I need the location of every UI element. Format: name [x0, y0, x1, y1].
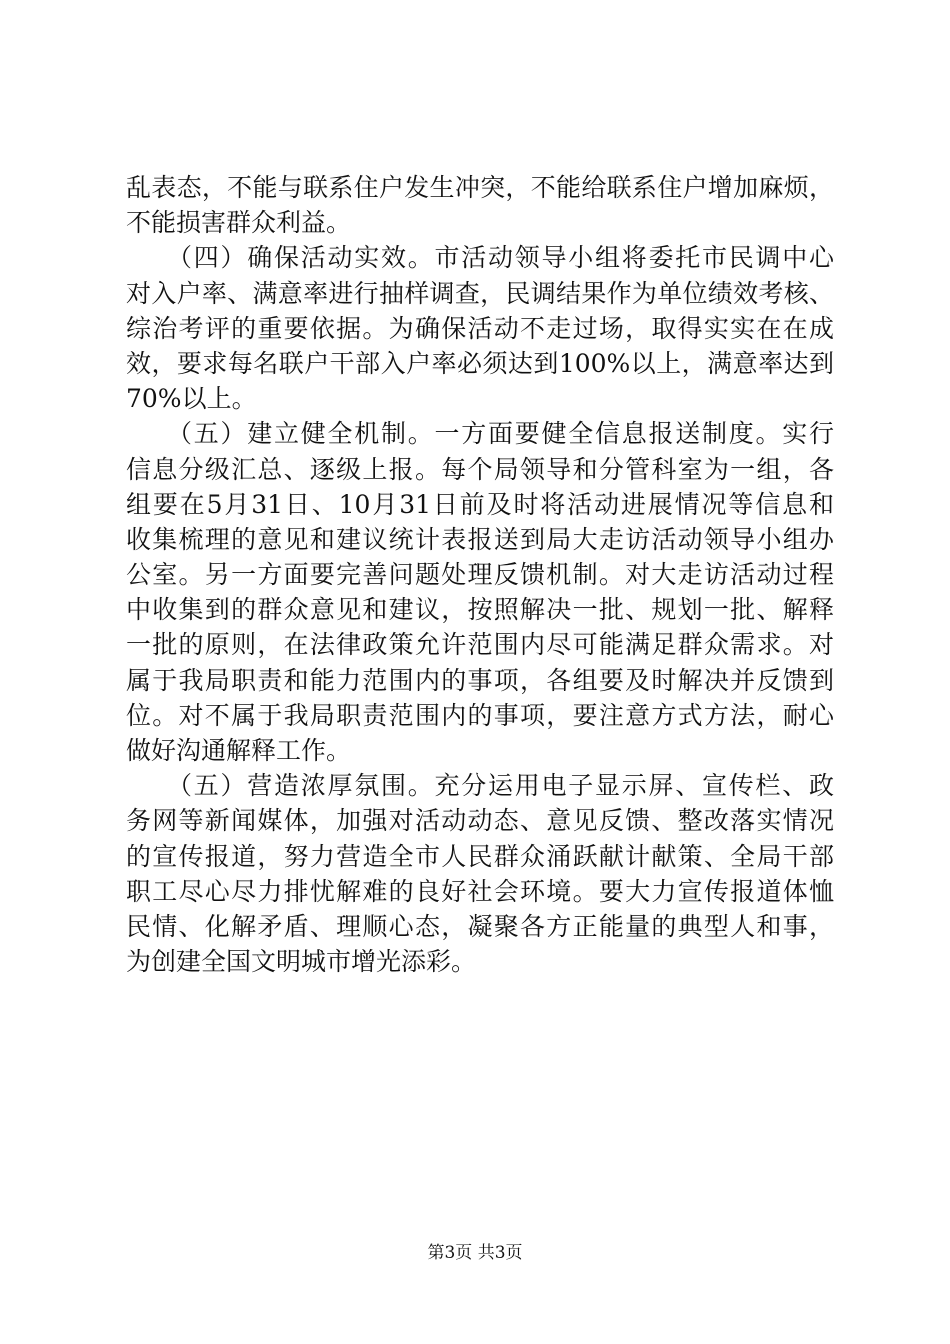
text-line: 对入户率、满意率进行抽样调查，民调结果作为单位绩效考核、 — [126, 278, 834, 308]
text-line: 组要在5月31日、10月31日前及时将活动进展情况等信息和 — [126, 489, 834, 519]
text-line: （五）建立健全机制。一方面要健全信息报送制度。实行 — [126, 419, 834, 449]
text-line: 公室。另一方面要完善问题处理反馈机制。对大走访活动过程 — [126, 560, 834, 590]
text-line: 综治考评的重要依据。为确保活动不走过场，取得实实在在成 — [126, 313, 834, 343]
text-line: 一批的原则，在法律政策允许范围内尽可能满足群众需求。对 — [126, 630, 834, 660]
text-line: 民情、化解矛盾、理顺心态，凝聚各方正能量的典型人和事， — [126, 911, 834, 941]
text-line: （四）确保活动实效。市活动领导小组将委托市民调中心 — [126, 243, 834, 273]
text-line: 为创建全国文明城市增光添彩。 — [126, 947, 477, 977]
page-number-label: 第3页 共3页 — [427, 1243, 523, 1263]
text-line: 效，要求每名联户干部入户率必须达到100%以上，满意率达到 — [126, 348, 834, 378]
text-line: 乱表态，不能与联系住户发生冲突，不能给联系住户增加麻烦， — [126, 173, 834, 202]
text-line: （五）营造浓厚氛围。充分运用电子显示屏、宣传栏、政 — [126, 771, 834, 801]
text-line: 中收集到的群众意见和建议，按照解决一批、规划一批、解释 — [126, 595, 834, 625]
text-line: 收集梳理的意见和建议统计表报送到局大走访活动领导小组办 — [126, 524, 834, 554]
text-line: 属于我局职责和能力范围内的事项，各组要及时解决并反馈到 — [126, 665, 834, 695]
text-line: 务网等新闻媒体，加强对活动动态、意见反馈、整改落实情况 — [126, 806, 834, 836]
body-text — [126, 170, 834, 979]
text-line: 不能损害群众利益。 — [126, 208, 352, 238]
text-line: 70%以上。 — [126, 384, 257, 414]
text-line: 做好沟通解释工作。 — [126, 736, 352, 765]
text-line: 职工尽心尽力排忧解难的良好社会环境。要大力宣传报道体恤 — [126, 876, 834, 906]
text-line: 位。对不属于我局职责范围内的事项，要注意方式方法，耐心 — [126, 700, 834, 730]
text-line: 信息分级汇总、逐级上报。每个局领导和分管科室为一组，各 — [126, 454, 834, 484]
text-line: 的宣传报道，努力营造全市人民群众涌跃献计献策、全局干部 — [126, 841, 834, 871]
page-footer — [0, 1241, 950, 1265]
